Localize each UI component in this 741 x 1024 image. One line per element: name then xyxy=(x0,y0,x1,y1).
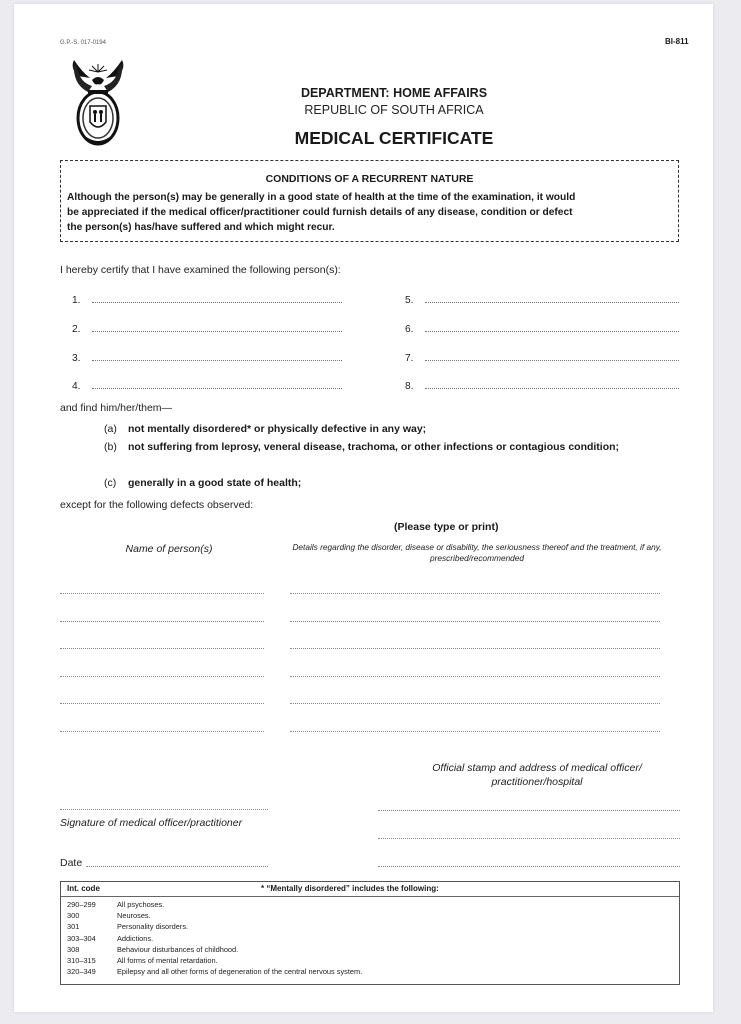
defect-name-field[interactable] xyxy=(60,621,264,622)
int-code: 308 xyxy=(67,944,80,954)
notice-line: be appreciated if the medical officer/practitioner could furnish details of any disease, condition or defect xyxy=(67,207,573,218)
certify-statement: I hereby certify that I have examined the following person(s): xyxy=(60,264,341,276)
table-row xyxy=(67,934,153,943)
defect-name-field[interactable] xyxy=(60,676,264,677)
defect-details-field[interactable] xyxy=(290,648,660,649)
date-field[interactable] xyxy=(86,866,268,867)
except-statement: except for the following defects observed: xyxy=(60,499,254,511)
condition-label: (c) xyxy=(104,477,117,489)
person-field-4[interactable] xyxy=(72,381,342,392)
person-field-2[interactable] xyxy=(72,324,342,335)
person-number: 5. xyxy=(405,295,414,306)
defect-details-field[interactable] xyxy=(290,703,660,704)
int-code: 303–304 xyxy=(67,933,96,943)
defect-name-field[interactable] xyxy=(60,593,264,594)
signature-label: Signature of medical officer/practitioner xyxy=(60,817,243,829)
republic-name: REPUBLIC OF SOUTH AFRICA xyxy=(304,103,484,117)
column-name-header: Name of person(s) xyxy=(125,543,213,555)
int-code: 290–299 xyxy=(67,900,96,909)
person-number: 3. xyxy=(72,353,81,364)
page-title: MEDICAL CERTIFICATE xyxy=(294,128,494,148)
defect-name-field[interactable] xyxy=(60,703,264,704)
condition-label: (b) xyxy=(104,441,117,453)
person-number: 1. xyxy=(72,295,81,306)
condition-text: not mentally disordered* or physically defective in any way; xyxy=(128,423,427,435)
table-row xyxy=(67,956,218,965)
notice-line: Although the person(s) may be generally in a good state of health at the time of the examination, it would xyxy=(67,192,576,203)
coat-of-arms-icon xyxy=(68,58,128,148)
condition-text: not suffering from leprosy, veneral disease, trachoma, or other infections or contagious condition; xyxy=(128,441,620,453)
table-row xyxy=(67,911,151,920)
certificate-page xyxy=(14,4,713,1012)
code-description: Epilepsy and all other forms of degeneration of the central nervous system. xyxy=(117,967,363,977)
department-name: DEPARTMENT: HOME AFFAIRS xyxy=(300,86,488,100)
code-description: Behaviour disturbances of childhood. xyxy=(117,944,239,954)
defect-name-field[interactable] xyxy=(60,731,264,732)
int-code: 310–315 xyxy=(67,956,96,965)
column-details-header: Details regarding the disorder, disease or disability, the seriousness thereof and the treatment, if any, prescribed/recommended xyxy=(292,542,662,563)
recurrent-conditions-notice xyxy=(60,160,679,242)
code-description: Personality disorders. xyxy=(117,922,189,932)
form-code: BI-811 xyxy=(665,37,689,46)
stamp-line-2[interactable] xyxy=(378,838,680,839)
condition-text: generally in a good state of health; xyxy=(128,477,302,489)
person-field-5[interactable] xyxy=(405,295,679,306)
person-field-7[interactable] xyxy=(405,353,679,364)
person-number: 6. xyxy=(405,324,414,335)
notice-title: CONDITIONS OF A RECURRENT NATURE xyxy=(265,173,474,185)
header-mentally-disordered: * “Mentally disordered” includes the following: xyxy=(261,884,439,893)
int-code: 301 xyxy=(67,922,80,932)
person-number: 2. xyxy=(72,324,81,335)
int-code: 320–349 xyxy=(67,967,96,977)
code-description: Addictions. xyxy=(117,933,154,943)
type-or-print-instruction: (Please type or print) xyxy=(394,521,499,533)
code-description: All forms of mental retardation. xyxy=(117,956,218,965)
table-header xyxy=(61,882,679,897)
person-field-6[interactable] xyxy=(405,324,679,335)
gps-code: G.P.-S. 017-0194 xyxy=(60,40,106,46)
table-row xyxy=(67,922,188,931)
condition-c xyxy=(104,476,684,490)
signature-line[interactable] xyxy=(60,809,268,810)
date-label: Date xyxy=(60,857,83,869)
header-int-code: Int. code xyxy=(67,884,100,893)
defect-details-field[interactable] xyxy=(290,731,660,732)
defect-name-field[interactable] xyxy=(60,648,264,649)
person-field-1[interactable] xyxy=(72,295,342,306)
mental-disorder-codes-table xyxy=(60,881,680,985)
defect-details-field[interactable] xyxy=(290,621,660,622)
person-field-8[interactable] xyxy=(405,381,679,392)
table-row xyxy=(67,945,238,954)
person-number: 8. xyxy=(405,381,414,392)
defect-details-field[interactable] xyxy=(290,676,660,677)
table-row xyxy=(67,967,362,976)
notice-body xyxy=(67,190,672,235)
stamp-line-1[interactable] xyxy=(378,810,680,811)
condition-a xyxy=(104,422,684,436)
defect-details-field[interactable] xyxy=(290,593,660,594)
condition-b xyxy=(104,440,684,454)
stamp-label: Official stamp and address of medical officer/ practitioner/hospital xyxy=(432,762,642,788)
person-field-3[interactable] xyxy=(72,353,342,364)
table-row xyxy=(67,900,164,909)
person-number: 4. xyxy=(72,381,81,392)
find-statement: and find him/her/them— xyxy=(60,402,173,414)
condition-label: (a) xyxy=(104,423,117,435)
stamp-line-3[interactable] xyxy=(378,866,680,867)
int-code: 300 xyxy=(67,911,80,921)
code-description: All psychoses. xyxy=(117,900,165,909)
person-number: 7. xyxy=(405,353,414,364)
notice-line: the person(s) has/have suffered and which might recur. xyxy=(67,222,335,233)
code-description: Neuroses. xyxy=(117,911,151,921)
